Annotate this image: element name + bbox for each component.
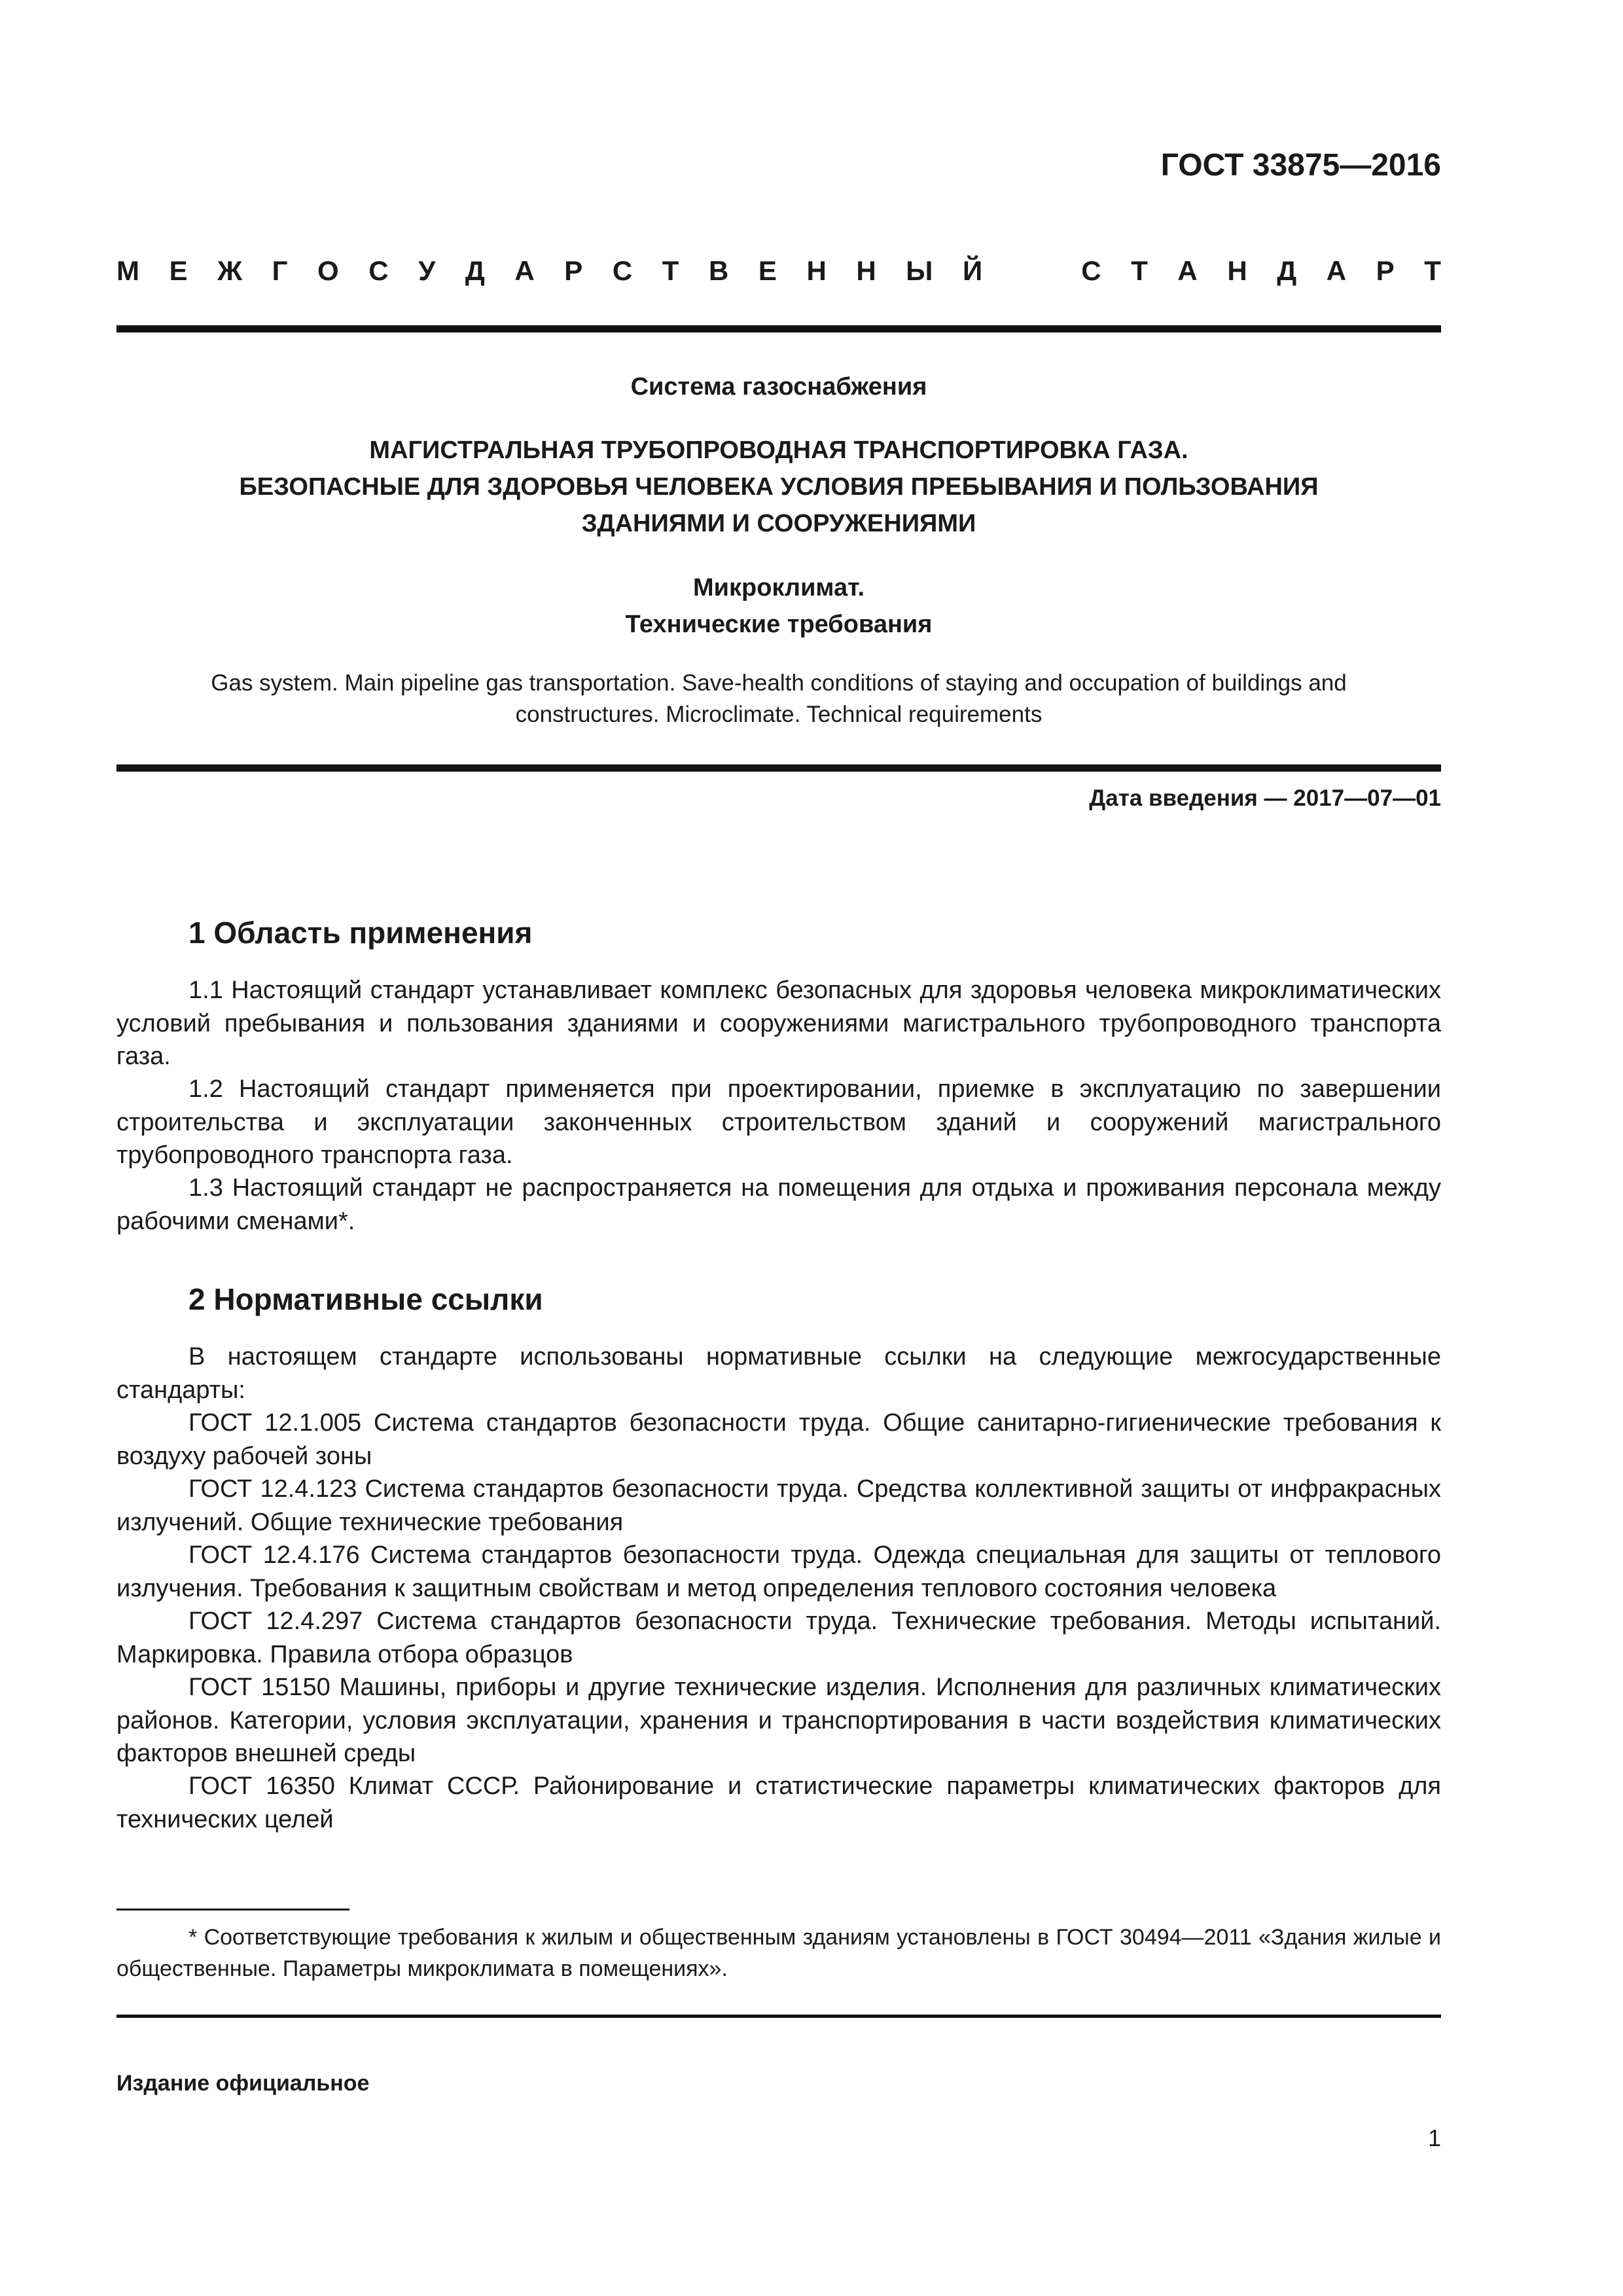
system-title: Система газоснабжения (630, 373, 927, 401)
banner-letter: Р (1376, 255, 1395, 286)
banner-letter: Н (806, 255, 827, 286)
reference-item: ГОСТ 16350 Климат СССР. Районирование и статистические параметры климатических факторов для технических целей (116, 1772, 1441, 1833)
banner-letter: Р (564, 255, 583, 286)
footnote: * Соответствующие требования к жилым и общественным зданиям установлены в ГОСТ 30494—2011 «Здания жилые и общественные. Параметры микроклимата в помещениях». (116, 1925, 1441, 1981)
banner-letter: С (612, 255, 633, 286)
banner-letter: Ж (217, 255, 243, 286)
sub-title-line: Микроклимат. (692, 574, 865, 601)
banner-letter: Е (758, 255, 777, 286)
sub-title (116, 569, 1441, 643)
banner-letter: М (116, 255, 139, 286)
section-1-heading: 1 Область применения (188, 916, 533, 950)
header-divider (116, 325, 1441, 332)
reference-item: ГОСТ 12.4.176 Система стандартов безопасности труда. Одежда специальная для защиты от теплового излучения. Требования к защитным свойствам и метод определения теплового состояния человека (116, 1541, 1441, 1602)
banner-letter: Д (1277, 255, 1297, 286)
banner-letter: А (514, 255, 535, 286)
sub-title-line: Технические требования (625, 611, 933, 638)
main-title-line: БЕЗОПАСНЫЕ ДЛЯ ЗДОРОВЬЯ ЧЕЛОВЕКА УСЛОВИЯ ПРЕБЫВАНИЯ И ПОЛЬЗОВАНИЯ (239, 473, 1319, 501)
section-2-heading: 2 Нормативные ссылки (188, 1282, 543, 1316)
reference-item: ГОСТ 12.4.297 Система стандартов безопасности труда. Технические требования. Методы испытаний. Маркировка. Правила отбора образцов (116, 1607, 1441, 1668)
reference-item: ГОСТ 15150 Машины, приборы и другие технические изделия. Исполнения для различных климатических районов. Категории, условия эксплуатации, хранения и транспортирования в части воздействия климатических факторов внешней среды (116, 1674, 1441, 1767)
banner-letter: У (418, 255, 436, 286)
english-title: Gas system. Main pipeline gas transportation. Save-health conditions of staying and occupation of buildings and constructures. Microclimate. Technical requirements (211, 670, 1347, 727)
banner-letter: Д (465, 255, 485, 286)
footnote-divider (116, 1909, 349, 1910)
banner-letter: Т (1424, 255, 1441, 286)
banner-letter: Н (1227, 255, 1247, 286)
banner-letter: Г (272, 255, 288, 286)
banner-letter: Ы (906, 255, 933, 286)
banner-letter: Й (962, 255, 983, 286)
banner-letter: Т (1131, 255, 1148, 286)
main-title-line: ЗДАНИЯМИ И СООРУЖЕНИЯМИ (581, 510, 976, 537)
paragraph: 1.2 Настоящий стандарт применяется при проектировании, приемке в эксплуатацию по завершении строительства и эксплуатации законченных строительством зданий и сооружений магистрального трубопроводного транспорта газа. (116, 1075, 1441, 1169)
paragraph: В настоящем стандарте использованы нормативные ссылки на следующие межгосударственные стандарты: (116, 1343, 1441, 1404)
main-title-line: МАГИСТРАЛЬНАЯ ТРУБОПРОВОДНАЯ ТРАНСПОРТИРОВКА ГАЗА. (369, 437, 1188, 464)
paragraph: 1.3 Настоящий стандарт не распространяется на помещения для отдыха и проживания персонала между рабочими сменами*. (116, 1174, 1441, 1235)
banner-letter: Т (662, 255, 679, 286)
introduction-date: Дата введения — 2017—07—01 (1089, 785, 1441, 811)
main-title (116, 432, 1441, 542)
banner-letter: О (317, 255, 339, 286)
banner-letter: Н (856, 255, 876, 286)
paragraph: 1.1 Настоящий стандарт устанавливает комплекс безопасных для здоровья человека микроклиматических условий пребывания и пользования зданиями и сооружениями магистрального трубопроводного транспорта газа. (116, 977, 1441, 1070)
banner-letter: С (1081, 255, 1101, 286)
reference-item: ГОСТ 12.4.123 Система стандартов безопасности труда. Средства коллективной защиты от инфракрасных излучений. Общие технические требования (116, 1475, 1441, 1536)
banner-letter: А (1326, 255, 1347, 286)
banner-gap (1012, 255, 1052, 287)
footer-divider (116, 2015, 1441, 2018)
page-number: 1 (1427, 2125, 1441, 2151)
banner-letter: С (368, 255, 389, 286)
gost-number: ГОСТ 33875—2016 (1160, 148, 1441, 183)
reference-item: ГОСТ 12.1.005 Система стандартов безопасности труда. Общие санитарно-гигиенические требования к воздуху рабочей зоны (116, 1409, 1441, 1470)
interstate-standard-banner (116, 255, 1441, 287)
banner-letter: В (708, 255, 729, 286)
edition-label: Издание официальное (116, 2071, 370, 2096)
banner-letter: Е (169, 255, 188, 286)
title-divider (116, 764, 1441, 772)
banner-letter: А (1177, 255, 1198, 286)
